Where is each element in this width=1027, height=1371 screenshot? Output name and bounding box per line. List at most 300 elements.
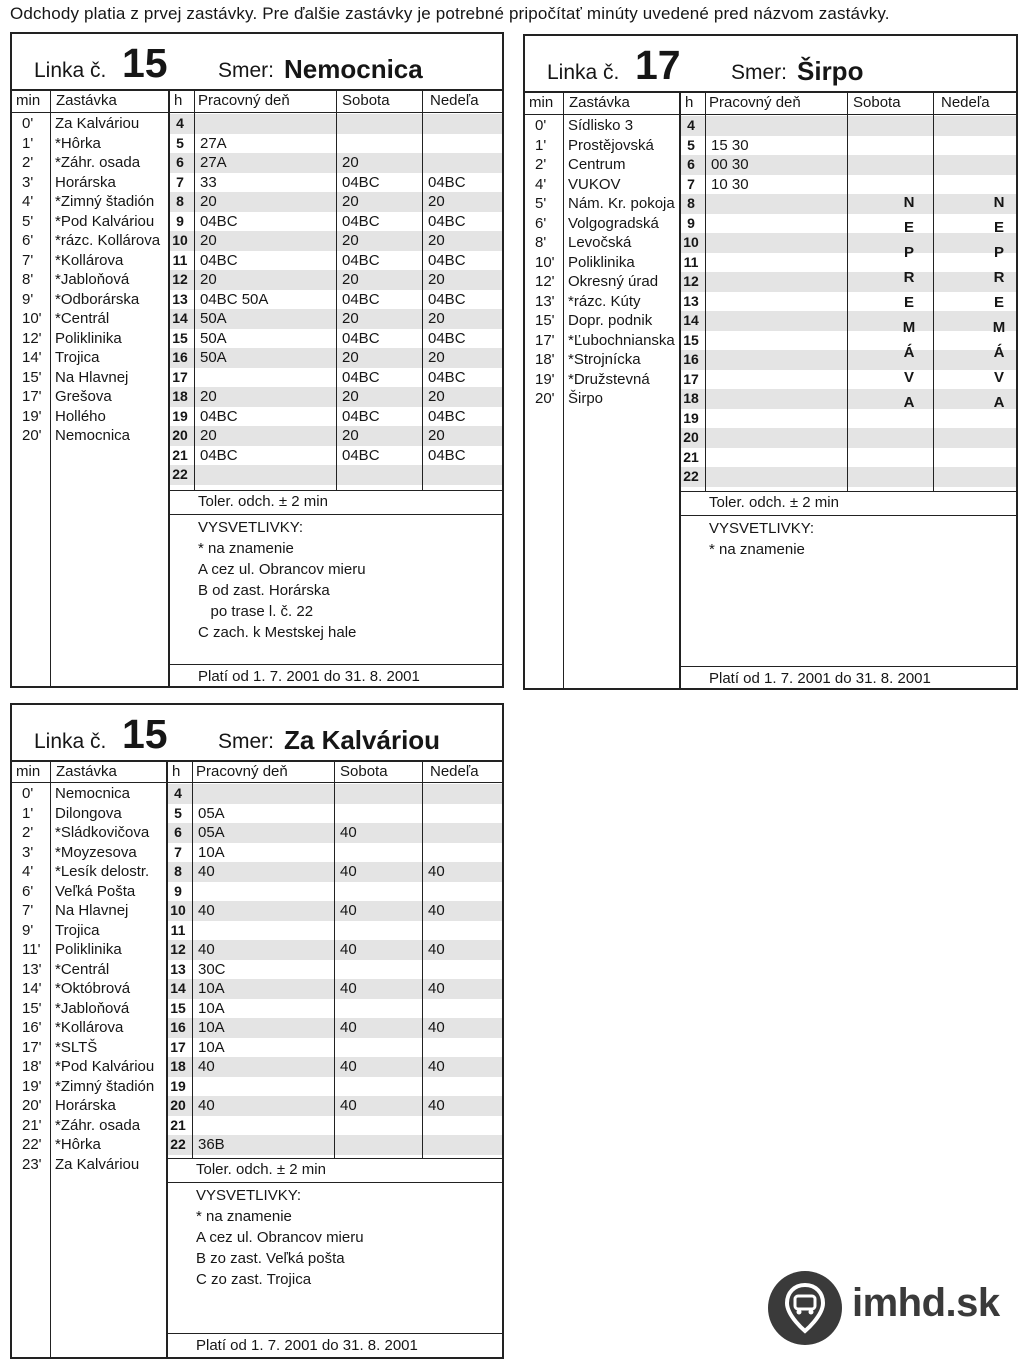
hour-cell: 4: [176, 115, 184, 131]
workday-departures: 40: [198, 902, 215, 919]
stop-minute: 5': [535, 195, 547, 212]
saturday-no-service-letter: M: [902, 319, 916, 336]
hour-row-shade: [168, 231, 502, 251]
hour-row-shade: [168, 270, 502, 290]
column-divider: [847, 91, 848, 491]
workday-departures: 10 30: [711, 175, 749, 193]
col-title-hour: h: [172, 763, 181, 780]
linka-label: Linka č.: [547, 61, 620, 84]
saturday-departures: 20: [342, 232, 359, 249]
column-divider: [192, 760, 193, 1158]
column-divider: [334, 760, 335, 1158]
workday-departures: 20: [200, 271, 217, 288]
sunday-no-service-letter: V: [993, 369, 1004, 386]
smer-label: Smer:: [731, 61, 788, 84]
hour-cell: 16: [170, 1019, 186, 1035]
stop-name: Levočská: [568, 234, 632, 251]
sunday-departures: 04BC: [428, 251, 466, 269]
stop-name: *Strojnícka: [568, 351, 641, 368]
stop-name: *Jabloňová: [55, 999, 130, 1017]
header-divider: [525, 114, 1016, 115]
hour-cell: 14: [170, 980, 186, 996]
saturday-no-service-letter: E: [903, 219, 914, 236]
stop-minute: 13': [535, 292, 555, 310]
stop-name: Sídlisko 3: [568, 117, 634, 134]
stop-name: Za Kalváriou: [55, 1155, 140, 1173]
hour-cell: 7: [174, 843, 182, 860]
col-title-min: min: [16, 92, 41, 109]
stop-name: Poliklinika: [568, 253, 635, 271]
sunday-departures: 04BC: [428, 212, 466, 230]
hour-row-shade: [168, 426, 502, 446]
hour-cell: 20: [172, 427, 188, 443]
hour-cell: 21: [172, 446, 188, 463]
sunday-departures: 04BC: [428, 173, 466, 191]
hour-cell: 11: [683, 253, 699, 270]
saturday-departures: 40: [340, 1019, 357, 1036]
saturday-departures: 40: [340, 902, 357, 919]
validity-divider: [166, 1333, 502, 1334]
col-title-stop: Zastávka: [56, 92, 117, 109]
sunday-no-service-letter: R: [993, 269, 1005, 286]
column-divider: [422, 760, 423, 1158]
hour-cell: 6: [176, 154, 184, 170]
card-header: [12, 705, 502, 762]
stop-minute: 1': [22, 134, 34, 152]
hour-cell: 18: [170, 1058, 186, 1074]
saturday-departures: 04BC: [342, 446, 380, 464]
saturday-no-service-letter: V: [903, 369, 914, 386]
hour-row-shade: [168, 192, 502, 212]
validity-divider: [679, 666, 1016, 667]
col-title-min: min: [16, 763, 41, 780]
workday-departures: 10A: [198, 980, 225, 997]
hour-cell: 19: [683, 409, 699, 426]
legend-line: VYSVETLIVKY:: [198, 519, 304, 536]
header-divider: [12, 782, 502, 783]
hour-cell: 8: [687, 195, 695, 211]
stop-minute: 0': [22, 785, 34, 802]
hour-cell: 9: [176, 212, 184, 229]
stop-name: Nemocnica: [55, 427, 131, 444]
sunday-departures: 04BC: [428, 329, 466, 347]
workday-departures: 40: [198, 941, 215, 958]
column-divider: [50, 760, 51, 1357]
stop-name: Na Hlavnej: [55, 902, 129, 919]
sunday-departures: 40: [428, 1097, 445, 1114]
hour-cell: 17: [683, 370, 699, 387]
stop-minute: 2': [22, 154, 34, 171]
stop-minute: 15': [22, 999, 42, 1017]
hour-cell: 12: [683, 273, 699, 289]
hour-cell: 5: [176, 134, 184, 151]
hour-row-shade: [168, 465, 502, 485]
sunday-departures: 04BC: [428, 446, 466, 464]
stop-name: *Pod Kalváriou: [55, 212, 155, 230]
stop-minute: 4': [22, 193, 34, 210]
stop-minute: 4': [22, 863, 34, 880]
hour-cell: 13: [683, 292, 699, 309]
hour-cell: 6: [687, 156, 695, 172]
stop-name: Širpo: [568, 390, 604, 407]
workday-departures: 04BC: [200, 251, 238, 269]
sunday-departures: 20: [428, 349, 445, 366]
stop-minute: 1': [22, 804, 34, 822]
saturday-no-service-letter: N: [903, 194, 915, 211]
saturday-departures: 04BC: [342, 251, 380, 269]
stop-minute: 6': [22, 882, 34, 900]
col-title-workday: Pracovný deň: [196, 763, 288, 780]
stop-name: *Odborárska: [55, 290, 140, 308]
hour-cell: 11: [172, 251, 188, 268]
stop-minute: 21': [22, 1116, 42, 1134]
hour-cell: 10: [170, 902, 186, 918]
hour-cell: 9: [174, 882, 182, 899]
legend-line: VYSVETLIVKY:: [709, 520, 815, 537]
stop-minute: 5': [22, 212, 34, 230]
stop-name: Poliklinika: [55, 941, 122, 958]
stop-name: Grešova: [55, 388, 112, 405]
destination-name: Za Kalváriou: [284, 725, 441, 755]
sunday-departures: 20: [428, 388, 445, 405]
workday-departures: 20: [200, 388, 217, 405]
stop-minute: 2': [22, 824, 34, 841]
stop-minute: 2': [535, 156, 547, 173]
stop-name: *Sládkovičova: [55, 824, 150, 841]
hour-cell: 17: [172, 368, 188, 385]
stop-minute: 3': [22, 173, 34, 191]
workday-departures: 40: [198, 1097, 215, 1114]
hour-cell: 11: [170, 921, 186, 938]
column-divider: [422, 89, 423, 490]
hour-cell: 4: [174, 785, 182, 801]
workday-departures: 40: [198, 1058, 215, 1075]
col-title-workday: Pracovný deň: [198, 92, 290, 109]
header-divider: [12, 112, 502, 113]
workday-departures: 27A: [200, 134, 227, 152]
saturday-no-service-letter: Á: [903, 344, 915, 361]
col-title-min: min: [529, 94, 554, 111]
hour-row-shade: [168, 114, 502, 134]
stop-minute: 14': [22, 349, 42, 366]
saturday-departures: 04BC: [342, 329, 380, 347]
col-title-hour: h: [685, 94, 694, 111]
stop-minute: 19': [535, 370, 555, 388]
hour-cell: 20: [170, 1097, 186, 1113]
workday-departures: 36B: [198, 1136, 225, 1153]
hour-cell: 18: [683, 390, 699, 406]
col-title-sunday: Nedeľa: [430, 763, 479, 780]
workday-departures: 04BC: [200, 212, 238, 230]
stop-minute: 7': [22, 251, 34, 269]
stop-name: Nemocnica: [55, 785, 131, 802]
hour-cell: 12: [172, 271, 188, 287]
workday-departures: 20: [200, 193, 217, 210]
col-title-stop: Zastávka: [569, 94, 630, 111]
workday-departures: 10A: [198, 843, 225, 861]
stop-name: *Lesík delostr.: [55, 863, 150, 880]
sunday-departures: 40: [428, 1058, 445, 1075]
workday-departures: 10A: [198, 1019, 225, 1036]
stop-name: *Kollárova: [55, 251, 124, 269]
saturday-departures: 40: [340, 1097, 357, 1114]
hour-cell: 13: [172, 290, 188, 307]
workday-departures: 40: [198, 863, 215, 880]
stop-minute: 8': [535, 234, 547, 251]
workday-departures: 10A: [198, 999, 225, 1017]
saturday-departures: 04BC: [342, 368, 380, 386]
col-title-saturday: Sobota: [853, 94, 901, 111]
stop-name: *Centrál: [55, 960, 110, 978]
stop-minute: 10': [22, 310, 42, 327]
hour-cell: 22: [683, 468, 699, 484]
saturday-departures: 04BC: [342, 290, 380, 308]
legend-line: A cez ul. Obrancov mieru: [196, 1229, 364, 1246]
saturday-departures: 40: [340, 863, 357, 880]
stop-minute: 9': [22, 921, 34, 939]
stop-name: *Ľubochnianska: [568, 331, 675, 349]
sunday-no-service-letter: P: [993, 244, 1004, 261]
stop-name: Centrum: [568, 156, 626, 173]
saturday-departures: 20: [342, 154, 359, 171]
line-number: 15: [122, 711, 168, 757]
sunday-no-service-letter: E: [993, 219, 1004, 236]
workday-departures: 05A: [198, 804, 225, 822]
hour-cell: 13: [170, 960, 186, 977]
stop-minute: 18': [535, 351, 555, 368]
hour-cell: 10: [172, 232, 188, 248]
hour-cell: 8: [176, 193, 184, 209]
tolerance-text: Toler. odch. ± 2 min: [709, 494, 839, 511]
stop-name: Na Hlavnej: [55, 368, 129, 386]
legend-line: B zo zast. Veľká pošta: [196, 1250, 345, 1267]
hour-cell: 7: [687, 175, 695, 192]
hour-cell: 18: [172, 388, 188, 404]
stop-name: *Októbrová: [55, 980, 131, 997]
logo-text: imhd.sk: [852, 1281, 1000, 1325]
hour-cell: 9: [687, 214, 695, 231]
linka-label: Linka č.: [34, 59, 107, 82]
workday-departures: 00 30: [711, 156, 749, 173]
col-title-saturday: Sobota: [342, 92, 390, 109]
workday-departures: 33: [200, 173, 217, 191]
hour-cell: 21: [683, 448, 699, 465]
stop-minute: 20': [22, 1097, 42, 1114]
validity-text: Platí od 1. 7. 2001 do 31. 8. 2001: [196, 1337, 418, 1354]
saturday-departures: 40: [340, 1058, 357, 1075]
legend-line: C zach. k Mestskej hale: [198, 624, 357, 641]
sunday-departures: 20: [428, 310, 445, 327]
saturday-no-service-letter: R: [903, 269, 915, 286]
stop-name: *Záhr. osada: [55, 154, 141, 171]
stop-name: Dilongova: [55, 804, 122, 822]
col-title-workday: Pracovný deň: [709, 94, 801, 111]
stop-minute: 3': [22, 843, 34, 861]
stop-name: Horárska: [55, 1097, 116, 1114]
stop-name: *rázc. Kúty: [568, 292, 641, 310]
hour-cell: 7: [176, 173, 184, 190]
sunday-departures: 40: [428, 1019, 445, 1036]
stop-minute: 18': [22, 1058, 42, 1075]
workday-departures: 27A: [200, 154, 227, 171]
saturday-no-service-letter: A: [903, 394, 915, 411]
sunday-departures: 04BC: [428, 407, 466, 425]
stop-minute: 19': [22, 407, 42, 425]
stop-minute: 17': [22, 1038, 42, 1056]
workday-departures: 04BC: [200, 446, 238, 464]
sunday-departures: 40: [428, 902, 445, 919]
sunday-no-service-letter: M: [992, 319, 1006, 336]
stop-minute: 15': [535, 312, 555, 329]
stop-name: Poliklinika: [55, 329, 122, 347]
stop-minute: 17': [535, 331, 555, 349]
hour-cell: 20: [683, 429, 699, 445]
workday-departures: 20: [200, 427, 217, 444]
destination-name: Širpo: [797, 56, 864, 86]
stop-name: Nám. Kr. pokoja: [568, 195, 675, 212]
stop-minute: 16': [22, 1019, 42, 1036]
saturday-departures: 04BC: [342, 173, 380, 191]
workday-departures: 50A: [200, 349, 227, 366]
notes-divider: [166, 1182, 502, 1183]
stop-name: Veľká Pošta: [55, 882, 136, 900]
hour-cell: 17: [170, 1038, 186, 1055]
legend-line: * na znamenie: [196, 1208, 292, 1225]
stop-minute: 13': [22, 960, 42, 978]
stop-minute: 4': [535, 175, 547, 193]
hour-cell: 6: [174, 824, 182, 840]
stop-minute: 1': [535, 136, 547, 154]
col-title-sunday: Nedeľa: [430, 92, 479, 109]
stop-minute: 10': [535, 253, 555, 271]
stop-minute: 0': [22, 115, 34, 132]
workday-departures: 15 30: [711, 136, 749, 154]
hour-cell: 19: [170, 1077, 186, 1094]
notes-divider: [168, 514, 502, 515]
stop-minute: 23': [22, 1155, 42, 1173]
hour-cell: 5: [687, 136, 695, 153]
stop-name: *Kollárova: [55, 1019, 124, 1036]
sunday-no-service-letter: E: [993, 294, 1004, 311]
hour-cell: 15: [683, 331, 699, 348]
col-title-stop: Zastávka: [56, 763, 117, 780]
sunday-departures: 40: [428, 863, 445, 880]
hour-cell: 16: [172, 349, 188, 365]
saturday-departures: 20: [342, 310, 359, 327]
stop-minute: 12': [535, 273, 555, 290]
stop-minute: 6': [22, 232, 34, 249]
legend-line: B od zast. Horárska: [198, 582, 330, 599]
hour-row-shade: [168, 387, 502, 407]
sunday-no-service-letter: N: [993, 194, 1005, 211]
saturday-no-service-letter: P: [903, 244, 914, 261]
stop-name: *Hôrka: [55, 1136, 101, 1153]
stop-name: *SLTŠ: [55, 1038, 98, 1056]
legend-line: VYSVETLIVKY:: [196, 1187, 302, 1204]
legend-line: * na znamenie: [198, 540, 294, 557]
sunday-no-service-letter: Á: [993, 344, 1005, 361]
sunday-departures: 40: [428, 980, 445, 997]
stop-name: Dopr. podnik: [568, 312, 653, 329]
stop-minute: 20': [22, 427, 42, 444]
line-number: 17: [635, 42, 681, 88]
saturday-departures: 20: [342, 349, 359, 366]
stop-minute: 20': [535, 390, 555, 407]
legend-line: A cez ul. Obrancov mieru: [198, 561, 366, 578]
timetable-card: [523, 34, 1018, 690]
stop-name: *Moyzesova: [55, 843, 137, 861]
legend-line: * na znamenie: [709, 541, 805, 558]
tolerance-text: Toler. odch. ± 2 min: [196, 1161, 326, 1178]
hour-cell: 15: [170, 999, 186, 1016]
stop-name: *Záhr. osada: [55, 1116, 141, 1134]
hour-cell: 14: [172, 310, 188, 326]
sunday-departures: 40: [428, 941, 445, 958]
stop-name: Hollého: [55, 407, 106, 425]
stop-minute: 0': [535, 117, 547, 134]
saturday-departures: 40: [340, 824, 357, 841]
destination-name: Nemocnica: [284, 54, 423, 84]
column-divider: [336, 89, 337, 490]
sunday-departures: 20: [428, 427, 445, 444]
saturday-departures: 04BC: [342, 407, 380, 425]
sunday-departures: 04BC: [428, 368, 466, 386]
sunday-departures: 20: [428, 271, 445, 288]
column-divider: [50, 89, 51, 686]
validity-divider: [168, 664, 502, 665]
hour-cell: 12: [170, 941, 186, 957]
tolerance-text: Toler. odch. ± 2 min: [198, 493, 328, 510]
stop-name: *Centrál: [55, 310, 110, 327]
legend-line: po trase l. č. 22: [198, 603, 314, 620]
validity-text: Platí od 1. 7. 2001 do 31. 8. 2001: [198, 668, 420, 685]
sunday-departures: 20: [428, 232, 445, 249]
column-divider: [933, 91, 934, 491]
hour-cell: 10: [683, 234, 699, 250]
stop-minute: 19': [22, 1077, 42, 1095]
line-number: 15: [122, 40, 168, 86]
stop-name: Za Kalváriou: [55, 115, 140, 132]
notes-divider: [679, 515, 1016, 516]
saturday-departures: 40: [340, 980, 357, 997]
stop-name: Prostějovská: [568, 136, 654, 154]
stop-name: *Zimný štadión: [55, 193, 155, 210]
legend-line: C zo zast. Trojica: [196, 1271, 312, 1288]
workday-departures: 05A: [198, 824, 225, 841]
timetable-card: [10, 703, 504, 1359]
hour-cell: 14: [683, 312, 699, 328]
sunday-departures: 20: [428, 193, 445, 210]
stop-minute: 9': [22, 290, 34, 308]
stop-name: Trojica: [55, 921, 100, 939]
bus-pin-icon: [768, 1271, 842, 1345]
hour-cell: 19: [172, 407, 188, 424]
smer-label: Smer:: [218, 59, 275, 82]
saturday-departures: 20: [342, 427, 359, 444]
hour-cell: 15: [172, 329, 188, 346]
stop-name: *Družstevná: [568, 370, 650, 388]
saturday-departures: 20: [342, 271, 359, 288]
saturday-departures: 20: [342, 388, 359, 405]
timetable-card: [10, 32, 504, 688]
col-title-sunday: Nedeľa: [941, 94, 990, 111]
stop-name: *rázc. Kollárova: [55, 232, 161, 249]
sunday-departures: 04BC: [428, 290, 466, 308]
hour-cell: 16: [683, 351, 699, 367]
col-title-hour: h: [174, 92, 183, 109]
stop-name: Okresný úrad: [568, 273, 659, 290]
notice-text: Odchody platia z prvej zastávky. Pre ďalšie zastávky je potrebné pripočítať minúty uvedené pred názvom zastávky.: [10, 4, 890, 23]
